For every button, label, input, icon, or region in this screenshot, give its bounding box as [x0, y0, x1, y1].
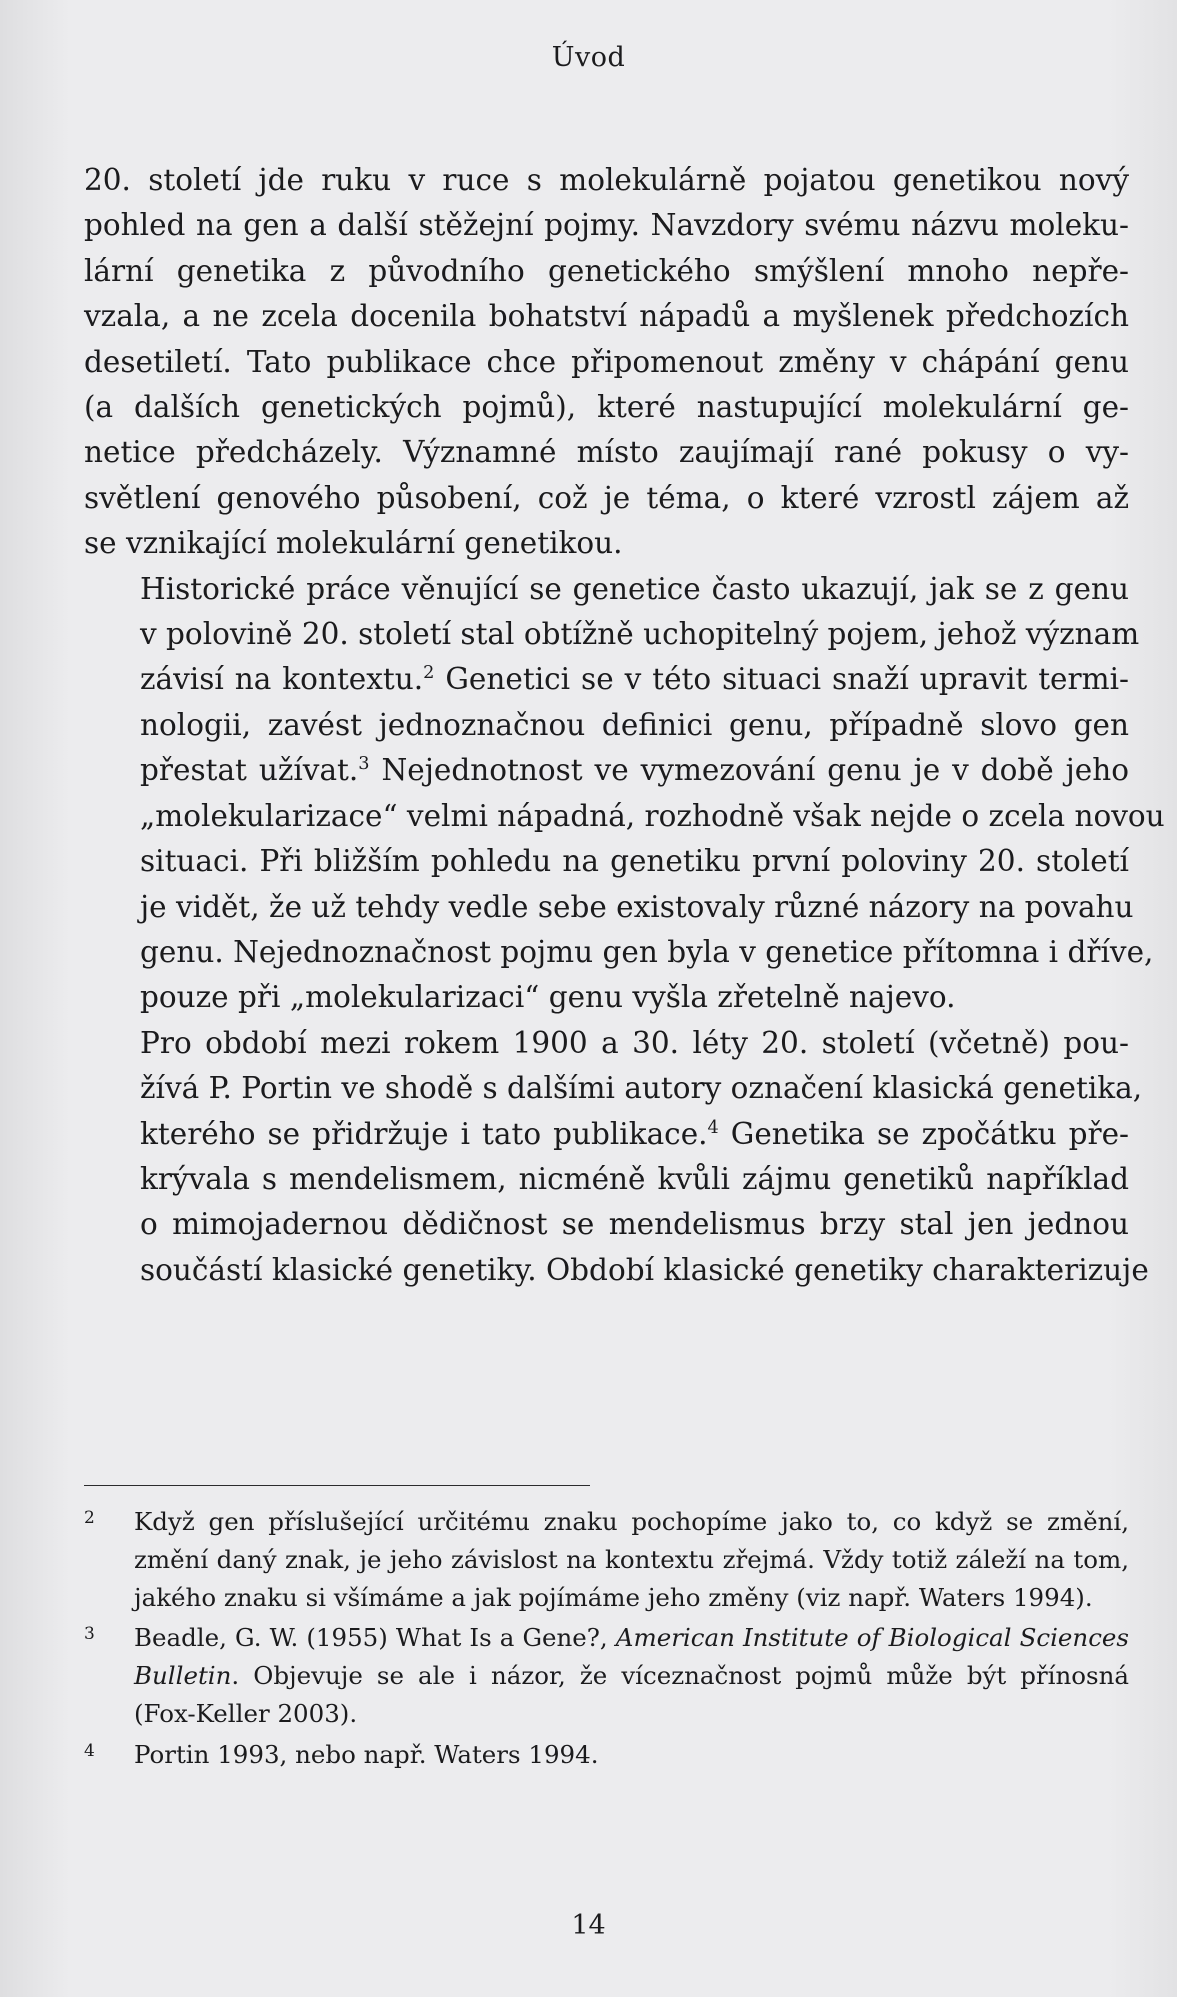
footnote-line: Bulletin. Objevuje se ale i názor, že víceznačnost pojmů může být přínosná [134, 1661, 1129, 1691]
footnote-number: 2 [84, 1508, 95, 1528]
text-line: vzala, a ne zcela docenila bohatství nápadů a myšlenek předchozích [84, 299, 1129, 334]
footnote-line: jakého znaku si všímáme a jak pojímáme jeho změny (viz např. Waters 1994). [134, 1582, 1093, 1612]
text-line: (a dalších genetických pojmů), které nastupující molekulární ge- [84, 390, 1129, 425]
running-head: Úvod [551, 42, 626, 73]
text-line: „molekularizace“ velmi nápadná, rozhodně však nejde o zcela novou [140, 798, 1165, 833]
text-line: 20. století jde ruku v ruce s molekulárně pojatou genetikou nový [84, 163, 1129, 197]
page-number: 14 [571, 1910, 606, 1941]
footnote-number: 4 [84, 1740, 95, 1761]
journal-title: Bulletin [134, 1661, 232, 1691]
text-line: desetiletí. Tato publikace chce připomenout změny v chápání genu [84, 344, 1129, 379]
paragraph-1 [84, 158, 1129, 567]
footnote-2 [84, 1503, 1129, 1616]
paragraph-2 [84, 567, 1165, 1021]
footnote-ref-4: 4 [707, 1117, 719, 1138]
footnote-line: Když gen příslušející určitému znaku pochopíme jako to, co když se změní, [134, 1507, 1129, 1536]
text-line: závisí na kontextu.$^2$ Genetici se v této situaci snaží upravit termi- [140, 662, 1129, 697]
footnote-line: (Fox-Keller 2003). [134, 1698, 358, 1728]
text-line: součástí klasické genetiky. Období klasické genetiky charakterizuje [140, 1252, 1149, 1287]
text-line: je vidět, že už tehdy vedle sebe existovaly různé názory na povahu [140, 889, 1134, 924]
text-line: netice předcházely. Významné místo zaujímají rané pokusy o vy- [84, 435, 1129, 470]
footnote-line: Portin 1993, nebo např. Waters 1994. [134, 1739, 599, 1769]
text-line: nologii, zavést jednoznačnou definici genu, případně slovo gen [140, 707, 1129, 742]
footnote-line: změní daný znak, je jeho závislost na kontextu zřejmá. Vždy totiž záleží na tom, [134, 1544, 1129, 1574]
text-line: lární genetika z původního genetického smýšlení mnoho nepře- [84, 253, 1129, 288]
text-line: kterého se přidržuje i tato publikace.$^4$ Genetika se zpočátku pře- [140, 1116, 1129, 1151]
footnote-rule [84, 1485, 590, 1486]
body-text [84, 158, 1165, 1293]
footnote-4 [84, 1736, 1129, 1774]
footnote-line: Beadle, G. W. (1955) What Is a Gene?, American Institute of Biological Sciences [134, 1623, 1129, 1653]
text-line: genu. Nejednoznačnost pojmu gen byla v genetice přítomna i dříve, [140, 934, 1154, 969]
text-line: pohled na gen a další stěžejní pojmy. Navzdory svému názvu moleku- [84, 208, 1129, 243]
text-line: světlení genového působení, což je téma, o které vzrostl zájem až [84, 480, 1129, 515]
text-line: Historické práce věnující se genetice často ukazují, jak se z genu [140, 571, 1129, 606]
footnote-ref-2: 2 [423, 663, 435, 684]
footnote-ref-3: 3 [358, 754, 370, 775]
text-line: o mimojadernou dědičnost se mendelismus brzy stal jen jednou [140, 1207, 1129, 1242]
text-line: Pro období mezi rokem 1900 a 30. léty 20. století (včetně) pou- [140, 1025, 1129, 1060]
text-line: pouze při „molekularizaci“ genu vyšla zřetelně najevo. [140, 980, 956, 1015]
text-line: situaci. Při bližším pohledu na genetiku první poloviny 20. století [140, 844, 1129, 879]
text-line: v polovině 20. století stal obtížně uchopitelný pojem, jehož význam [140, 617, 1140, 652]
journal-title: American Institute of Biological Sciences [615, 1623, 1129, 1653]
text-line: se vznikající molekulární genetikou. [84, 526, 623, 561]
footnotes [84, 1503, 1129, 1777]
text-line: krývala s mendelismem, nicméně kvůli zájmu genetiků například [140, 1161, 1129, 1196]
footnote-3 [84, 1619, 1129, 1732]
paragraph-3 [84, 1021, 1149, 1293]
text-line: přestat užívat.$^3$ Nejednotnost ve vymezování genu je v době jeho [140, 753, 1130, 788]
text-line: žívá P. Portin ve shodě s dalšími autory označení klasická genetika, [140, 1071, 1143, 1106]
footnote-number: 3 [84, 1624, 95, 1645]
